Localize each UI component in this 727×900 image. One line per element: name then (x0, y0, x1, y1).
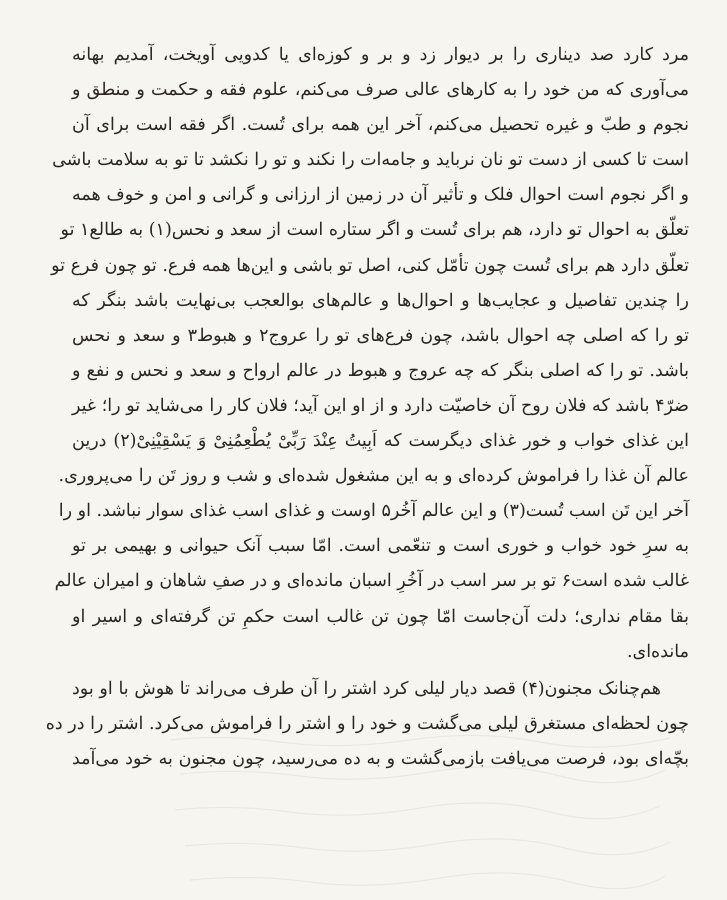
text-line: تعلّق دارد هم برای تُست چون تأمّل کنی، اصل تو باشی و این‌ها همه فرع. تو چون فرع تو (51, 255, 689, 276)
paragraph-2 (45, 672, 689, 777)
text-line: بچّه‌ای بود، فرصت می‌یافت بازمی‌گشت و به ده می‌رسید، چون مجنون به خود می‌آمد (72, 748, 689, 769)
text-line: ضرّ۴ باشد که فلان روح آن خاصیّت دارد و از او این آید؛ فلان کار را می‌شاید تو را؛ غیر (72, 395, 689, 416)
text-line: تو را که اصلی چه احوال باشد، چون فرع‌های تو را عروج۲ و هبوط۳ و سعد و نحس (72, 325, 689, 346)
main-text (45, 38, 689, 777)
text-line: مرد کارد صد دیناری را بر دیوار زد و بر و کوزه‌ای یا کدویی آویخت، آمدیم بهانه (72, 45, 689, 65)
text-line: می‌آوری که من خود را به کارهای عالی صرف می‌کنم، علوم فقه و حکمت و منطق و (72, 80, 689, 101)
text-line: نجوم و طبّ و غیره تحصیل می‌کنم، آخر این همه برای تُست. اگر فقه است برای آن (72, 115, 689, 136)
text-line: باشد. تو را که اصلی بنگر که چه عروج و هبوط در عالم ارواح و سعد و نحس و نفع و (72, 360, 689, 381)
text-line: هم‌چنانک مجنون(۴) قصد دیار لیلی کرد اشتر را آن طرف می‌راند تا هوش با او بود (72, 678, 662, 699)
text-line: غالب شده است۶ تو بر سر اسب در آخُرِ اسبان مانده‌ای و در صفِ شاهان و امیران عالم (54, 571, 689, 592)
text-line: به سرِ خود خواب و خوری است و تنعّمی است. امّا سبب آنک حیوانی و بهیمی بر تو (72, 536, 689, 557)
text-line: را چندین تفاصیل و عجایب‌ها و احوال‌ها و عالم‌های بوالعجب بی‌نهایت باشد بنگر که (72, 290, 689, 311)
text-line: و اگر نجوم است احوال فلک و تأثیر آن در زمین از ارزانی و گرانی و امن و خوف همه (72, 185, 689, 206)
text-line: تعلّق به احوال تو دارد، هم برای تُست و اگر ستاره است از سعد و نحس(۱) به طالع۱ تو (60, 220, 689, 241)
text-line: آخر این تَن اسب تُست(۳) و این عالم آخُر۵ اوست و غذای اسب غذای سوار نباشد. او را (58, 501, 689, 522)
text-line: این غذای خواب و خور غذای دیگرست که اَبِیتُ عِنْدَ رَبِّیْ یُطْعِمُنِیْ وَ یَسْقِیْنِیْ(۲) درین (72, 431, 689, 452)
paragraph-1 (51, 38, 689, 670)
text-line: است تا کسی از دست تو نان نرباید و جامه‌ات را نکند و تو را نکشد تا تو به سلامت باشی (52, 150, 689, 171)
text-line: بقا مقام نداری؛ دلت آن‌جاست امّا چون تن غالب است حکمِ تن گرفته‌ای و اسیر او (72, 606, 689, 627)
text-line: عالم آن غذا را فراموش کرده‌ای و به این مشغول شده‌ای و شب و روز تَن را می‌پروری. (58, 466, 689, 487)
text-line: چون لحظه‌ای مستغرق لیلی می‌گشت و خود را و اشتر را فراموش می‌کرد. اشتر را در ده (45, 713, 689, 734)
text-line: مانده‌ای. (626, 641, 689, 662)
